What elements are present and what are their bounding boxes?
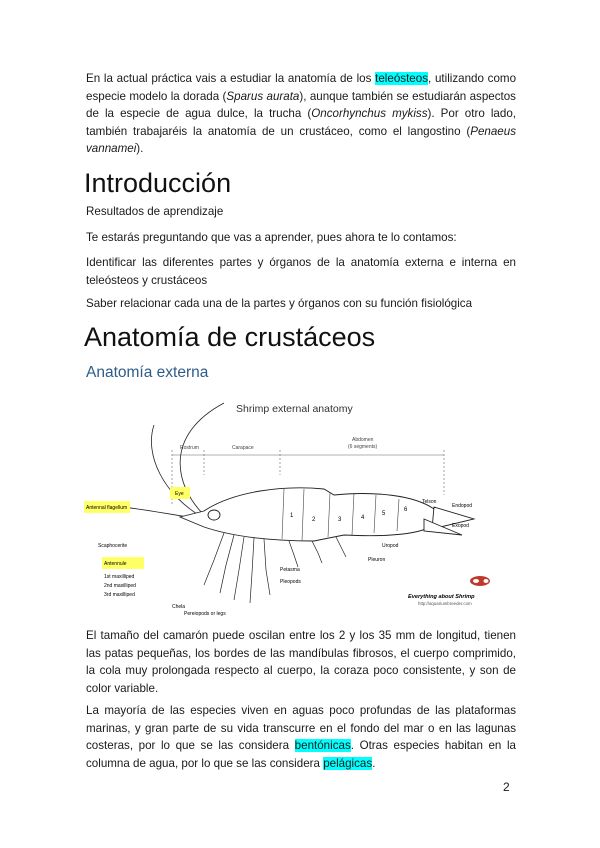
label-maxilliped-3: 3rd maxilliped (104, 592, 135, 598)
species-name: Penaeus vannamei (86, 124, 516, 156)
brand-name: Everything about Shrimp (408, 594, 475, 600)
shrimp-anatomy-figure (84, 395, 516, 617)
mayoria-paragraph (86, 702, 516, 772)
legs (204, 533, 346, 603)
text-run: . (372, 756, 376, 770)
highlighted-term: pelágicas (323, 756, 373, 770)
highlighted-term: bentónicas (294, 739, 351, 753)
label-carapace: Carapace (232, 445, 254, 451)
objetivo-1: Identificar las diferentes partes y órganos de la anatomía externa e interna en teleósteos y crustáceos (86, 256, 516, 287)
label-pereiopods: Pereiopods or legs (184, 611, 226, 617)
text-run: ). Por otro lado, también trabajaréis la anatomía de un crustáceo, como el langostino ( (86, 107, 516, 138)
label-antennule: Antennule (104, 561, 127, 567)
tamano-paragraph: El tamaño del camarón puede oscilan entre los 2 y los 35 mm de longitud, tienen las patas pequeñas, los bordes de las mandíbulas fibrosos, el cuerpo comprimido, la cola muy prolongada respecto al cuerpo, la coraza poco consistente, y son de color variable. (86, 629, 516, 695)
label-endopod: Endopod (452, 503, 473, 509)
shrimp-diagram (84, 395, 516, 617)
species-name: Sparus aurata (226, 89, 300, 103)
text-run: . Otras especies habitan en la columna de agua, por lo que se las considera (86, 739, 517, 770)
segment-5: 5 (382, 511, 386, 517)
segment-6: 6 (404, 507, 408, 513)
brand-url: http://aquariumbreeder.com (418, 601, 472, 606)
preguntando-text: Te estarás preguntando que vas a aprender, pues ahora te lo contamos: (86, 231, 457, 244)
text-run: ). (136, 142, 144, 156)
label-uropod: Uropod (382, 543, 399, 549)
figure-title: Shrimp external anatomy (236, 403, 353, 415)
text-run: , utilizando como especie modelo la dorada ( (86, 72, 517, 103)
label-segments: (6 segments) (348, 444, 378, 450)
text-run: ), aunque también se estudiarán aspectos de la especie de agua dulce, la trucha ( (86, 89, 516, 121)
segment-2: 2 (312, 517, 316, 523)
label-rostrum: Rostrum (180, 445, 199, 451)
brand-logo (470, 576, 490, 586)
label-eye: Eye (175, 491, 184, 497)
label-pleopods: Pleopods (280, 579, 301, 585)
species-name: Oncorhynchus mykiss (311, 107, 428, 121)
label-exopod: Exopod (452, 523, 469, 529)
label-scaphocerite: Scaphocerite (98, 543, 128, 549)
shrimp-body (180, 488, 474, 541)
heading-introduccion: Introducción (84, 168, 232, 198)
intro-paragraph (86, 70, 516, 158)
label-antennal-flagellum: Antennal flagellum (86, 505, 128, 511)
resultados-label: Resultados de aprendizaje (86, 205, 224, 218)
segment-3: 3 (338, 517, 342, 523)
objetivo-2: Saber relacionar cada una de la partes y órganos con su función fisiológica (86, 297, 473, 310)
segment-4: 4 (361, 515, 365, 521)
segment-1: 1 (290, 513, 294, 519)
label-petasma: Petasma (280, 567, 300, 573)
label-pleuron: Pleuron (368, 557, 386, 563)
label-chela: Chela (172, 604, 186, 610)
page-number: 2 (503, 780, 510, 794)
label-abdomen: Abdomen (352, 437, 374, 443)
heading-crustaceos: Anatomía de crustáceos (84, 322, 376, 352)
label-telson: Telson (422, 499, 437, 505)
label-maxilliped-1: 1st maxilliped (104, 574, 135, 580)
highlighted-term: teleósteos (375, 72, 428, 85)
text-run: La mayoría de las especies viven en aguas poco profundas de las plataformas marinas, y gran parte de su vida transcurre en el fondo del mar o en las lagunas costeras, por lo que se las considera (86, 704, 516, 753)
subheading-externa: Anatomía externa (86, 364, 209, 381)
text-run: En la actual práctica vais a estudiar la anatomía de los (86, 72, 376, 85)
label-maxilliped-2: 2nd maxilliped (104, 583, 136, 589)
